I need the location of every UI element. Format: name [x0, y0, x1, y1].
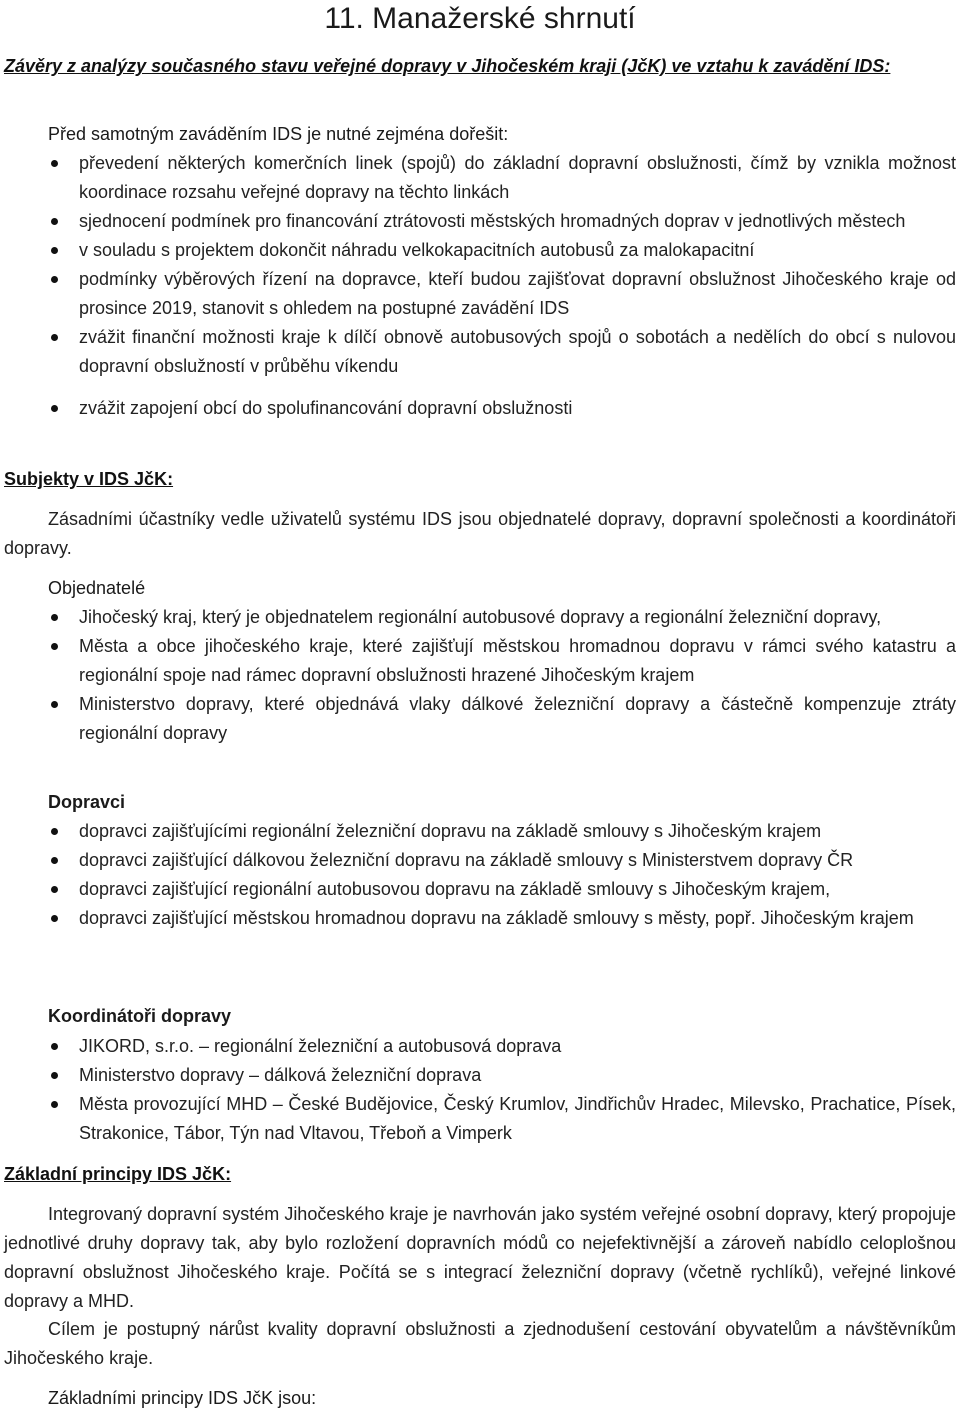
conclusions-list [0, 149, 956, 423]
list-item: dopravci zajišťující regionální autobusovou dopravu na základě smlouvy s Jihočeským krajem, [0, 875, 956, 904]
list-item: převedení některých komerčních linek (spojů) do základní dopravní obslužnosti, čímž by vznikla možnost koordinace rozsahu veřejné dopravy na těchto linkách [0, 149, 956, 207]
list-item: dopravci zajišťující dálkovou železniční dopravu na základě smlouvy s Ministerstvem dopravy ČR [0, 846, 956, 875]
principles-intro: Základními principy IDS JčK jsou: [48, 1388, 317, 1408]
coordinators-list [0, 1032, 956, 1148]
list-item: dopravci zajišťující městskou hromadnou dopravu na základě smlouvy s městy, popř. Jihočeským krajem [0, 904, 956, 933]
list-item: zvážit finanční možnosti kraje k dílčí obnově autobusových spojů o sobotách a nedělích do obcí s nulovou dopravní obslužností v průběhu víkendu [0, 323, 956, 381]
list-item: sjednocení podmínek pro financování ztrátovosti městských hromadných doprav v jednotlivých městech [0, 207, 956, 236]
list-item: zvážit zapojení obcí do spolufinancování dopravní obslužnosti [0, 394, 956, 423]
group-label-coordinators: Koordinátoři dopravy [48, 1006, 232, 1026]
principles-paragraph-1: Integrovaný dopravní systém Jihočeského kraje je navrhován jako systém veřejné osobní dopravy, který propojuje jednotlivé druhy dopravy tak, aby bylo rozložení dopravních módů co nejefektivnější a zároveň nabídlo celoplošnou dopravní obslužnost Jihočeského kraje. Počítá se s integrací železniční dopravy (včetně rychlíků), veřejné linkové dopravy a MHD. [4, 1204, 956, 1311]
section-heading-principles: Základní principy IDS JčK: [4, 1164, 232, 1184]
conclusions-intro: Před samotným zaváděním IDS je nutné zejména dořešit: [48, 124, 509, 144]
principles-paragraph-2: Cílem je postupný nárůst kvality dopravní obslužnosti a zjednodušení cestování obyvatelům a návštěvníkům Jihočeského kraje. [4, 1319, 956, 1368]
list-item: Ministerstvo dopravy, které objednává vlaky dálkové železniční dopravy a částečně kompenzuje ztráty regionální dopravy [0, 690, 956, 748]
group-label-ordering: Objednatelé [48, 578, 146, 598]
list-item: JIKORD, s.r.o. – regionální železniční a autobusová doprava [0, 1032, 956, 1061]
page-title: 11. Manažerské shrnutí [324, 2, 636, 35]
section-heading-subjects: Subjekty v IDS JčK: [4, 469, 174, 489]
list-item: v souladu s projektem dokončit náhradu velkokapacitních autobusů za malokapacitní [0, 236, 956, 265]
list-item: Ministerstvo dopravy – dálková železniční doprava [0, 1061, 956, 1090]
list-item: Města a obce jihočeského kraje, které zajišťují městskou hromadnou dopravu v rámci svého katastru a regionální spoje nad rámec dopravní obslužnosti hrazené Jihočeským krajem [0, 632, 956, 690]
group-label-carriers: Dopravci [48, 792, 126, 812]
carriers-list [0, 817, 956, 933]
list-item: dopravci zajišťujícími regionální železniční dopravu na základě smlouvy s Jihočeským krajem [0, 817, 956, 846]
ordering-list [0, 603, 956, 748]
section-heading-conclusions: Závěry z analýzy současného stavu veřejné dopravy v Jihočeském kraji (JčK) ve vztahu k zavádění IDS: [4, 56, 891, 76]
list-item: Města provozující MHD – České Budějovice, Český Krumlov, Jindřichův Hradec, Milevsko, Prachatice, Písek, Strakonice, Tábor, Týn nad Vltavou, Třeboň a Vimperk [0, 1090, 956, 1148]
list-item: Jihočeský kraj, který je objednatelem regionální autobusové dopravy a regionální železniční dopravy, [0, 603, 956, 632]
list-item: podmínky výběrových řízení na dopravce, kteří budou zajišťovat dopravní obslužnost Jihočeského kraje od prosince 2019, stanovit s ohledem na postupné zavádění IDS [0, 265, 956, 323]
subjects-intro: Zásadními účastníky vedle uživatelů systému IDS jsou objednatelé dopravy, dopravní společnosti a koordinátoři dopravy. [4, 509, 956, 558]
